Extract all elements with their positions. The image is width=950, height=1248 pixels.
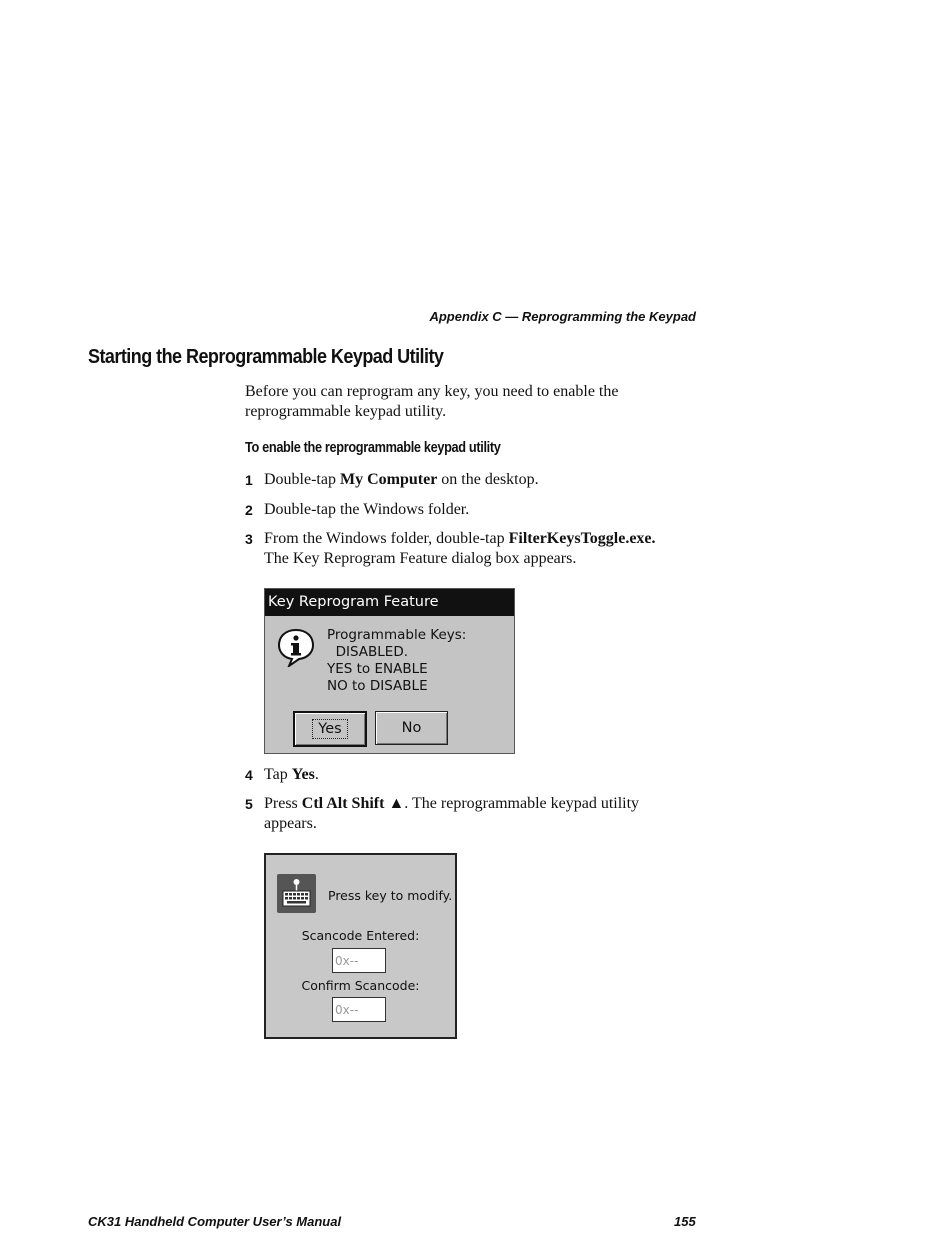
key-reprogram-dialog — [264, 588, 515, 754]
keyboard-icon — [277, 874, 316, 913]
intro-paragraph: Before you can reprogram any key, you need to enable the reprogrammable keypad utility. — [245, 383, 619, 420]
step-number: 5 — [245, 796, 253, 812]
step-2 — [245, 500, 715, 520]
dialog-message — [327, 627, 466, 695]
step-number: 1 — [245, 472, 253, 488]
procedure-heading: To enable the reprogrammable keypad utility — [245, 440, 501, 456]
info-icon — [276, 627, 316, 667]
running-header: Appendix C — Reprogramming the Keypad — [429, 309, 696, 324]
no-button[interactable] — [375, 711, 448, 745]
step-text: Press — [264, 795, 302, 812]
message-line: YES to ENABLE — [327, 661, 428, 677]
yes-button-label: Yes — [313, 720, 346, 738]
keypad-utility-window — [264, 853, 457, 1039]
message-line: NO to DISABLE — [327, 678, 428, 694]
step-bold-term: Ctl Alt Shift ▲ — [301, 795, 405, 812]
confirm-scancode-field[interactable]: 0x-- — [332, 997, 386, 1022]
no-button-label: No — [401, 720, 422, 736]
scancode-entered-label: Scancode Entered: — [301, 928, 420, 943]
step-number: 2 — [245, 502, 253, 518]
step-text: . The reprogrammable keypad utility appears. — [264, 795, 640, 832]
step-text: Double-tap — [264, 471, 340, 488]
page-number: 155 — [674, 1214, 696, 1229]
step-bold-term: FilterKeysToggle.exe. — [508, 530, 656, 547]
footer-manual-title: CK31 Handheld Computer User’s Manual — [88, 1214, 342, 1229]
message-line: Programmable Keys: — [327, 627, 467, 643]
step-5 — [245, 794, 695, 834]
step-text: Double-tap the Windows folder. — [264, 501, 470, 518]
step-3 — [245, 529, 715, 569]
step-text: Tap — [264, 766, 292, 783]
step-text: From the Windows folder, double-tap — [264, 530, 509, 547]
step-bold-term: My Computer — [339, 471, 438, 488]
dialog-title-bar: Key Reprogram Feature — [265, 589, 514, 616]
step-text: on the desktop. — [437, 471, 539, 488]
step-4 — [245, 765, 715, 785]
yes-button[interactable] — [293, 711, 367, 747]
step-bold-term: Yes — [291, 766, 315, 783]
step-number: 3 — [245, 531, 253, 547]
step-number: 4 — [245, 767, 253, 783]
step-1 — [245, 470, 715, 490]
scancode-entered-field[interactable]: 0x-- — [332, 948, 386, 973]
modify-prompt: Press key to modify. — [328, 888, 453, 903]
step-result-text: The Key Reprogram Feature dialog box appears. — [264, 550, 577, 567]
step-text: . — [314, 766, 319, 783]
section-title: Starting the Reprogrammable Keypad Utility — [88, 346, 444, 368]
confirm-scancode-label: Confirm Scancode: — [301, 978, 420, 993]
message-line: DISABLED. — [327, 644, 409, 660]
